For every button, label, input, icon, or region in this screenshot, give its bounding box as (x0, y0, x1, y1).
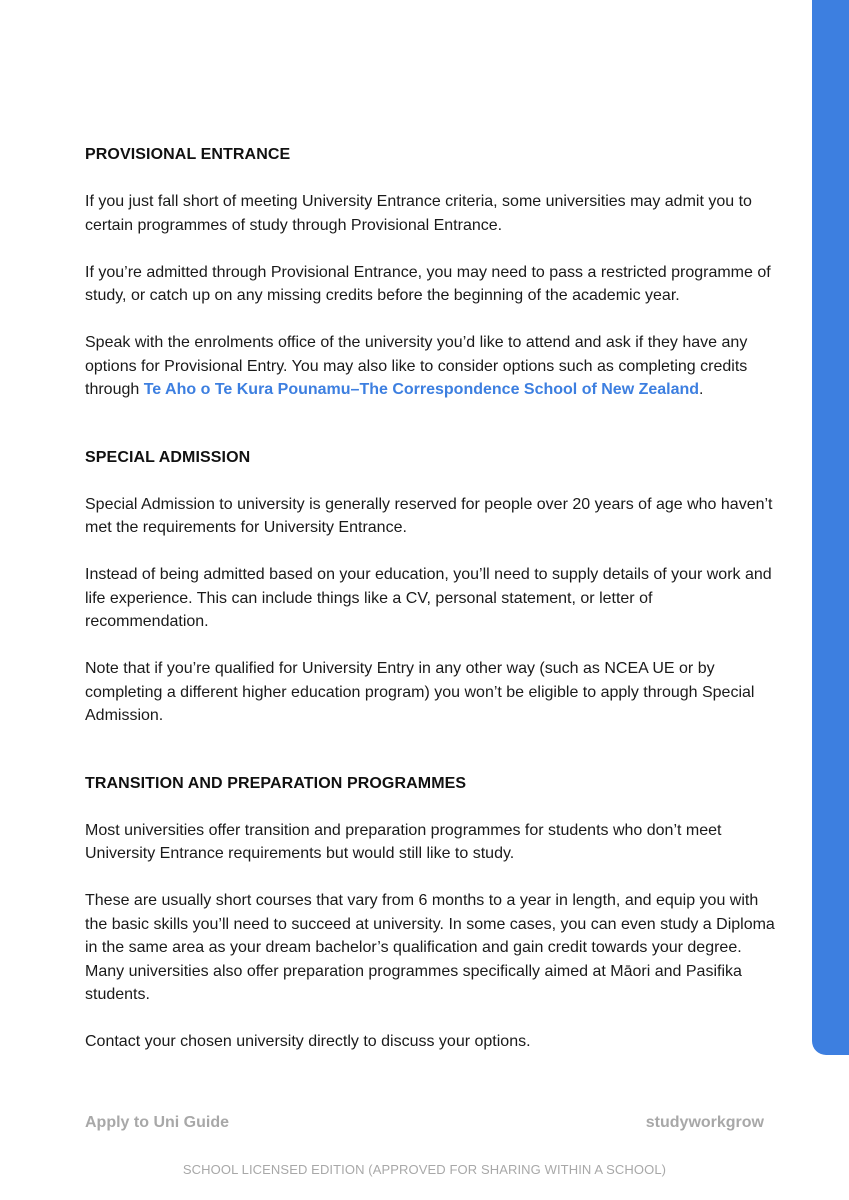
paragraph: Special Admission to university is generally reserved for people over 20 years of age who haven’t met the requirements for University Entrance. (85, 495, 773, 536)
paragraph: Most universities offer transition and preparation programmes for students who don’t meet University Entrance requirements but would still like to study. (85, 821, 722, 862)
paragraph-text: . (699, 381, 704, 398)
section-heading: PROVISIONAL ENTRANCE (85, 146, 291, 163)
section-transition-programmes (85, 772, 775, 1054)
side-accent-tab (812, 0, 849, 1055)
paragraph: Note that if you’re qualified for University Entry in any other way (such as NCEA UE or by completing a different higher education program) you won’t be eligible to apply through Special Admission. (85, 660, 755, 724)
document-body (85, 143, 775, 1054)
section-heading: TRANSITION AND PREPARATION PROGRAMMES (85, 774, 467, 792)
paragraph-text: Speak with the enrolments office of the university you’d like to attend and ask if they have any options for Provisional Entry. You may also like to consider options such as completing credits through (85, 334, 748, 398)
footer-guide-title: Apply to Uni Guide (85, 1114, 229, 1131)
paragraph: Instead of being admitted based on your education, you’ll need to supply details of your work and life experience. This can include things like a CV, personal statement, or letter of recommendation. (85, 566, 772, 630)
license-notice: SCHOOL LICENSED EDITION (APPROVED FOR SHARING WITHIN A SCHOOL) (182, 1162, 667, 1177)
correspondence-school-link[interactable]: Te Aho o Te Kura Pounamu–The Correspondence School of New Zealand (143, 381, 700, 398)
paragraph: Contact your chosen university directly to discuss your options. (85, 1033, 531, 1050)
paragraph (85, 331, 775, 402)
section-heading: SPECIAL ADMISSION (85, 448, 251, 466)
paragraph: These are usually short courses that vary from 6 months to a year in length, and equip you with the basic skills you’ll need to succeed at university. In some cases, you can even study a Diploma in the same area as your dream bachelor’s qualification and gain credit towards your degree. Many universities also offer preparation programmes specifically aimed at Māori and Pasifika students. (85, 892, 775, 1003)
paragraph: If you’re admitted through Provisional Entrance, you may need to pass a restricted programme of study, or catch up on any missing credits before the beginning of the academic year. (85, 263, 771, 304)
footer-brand: studyworkgrow (645, 1114, 764, 1131)
section-provisional-entrance (85, 143, 775, 402)
paragraph: If you just fall short of meeting University Entrance criteria, some universities may admit you to certain programmes of study through Provisional Entrance. (85, 193, 752, 234)
section-special-admission (85, 446, 775, 728)
